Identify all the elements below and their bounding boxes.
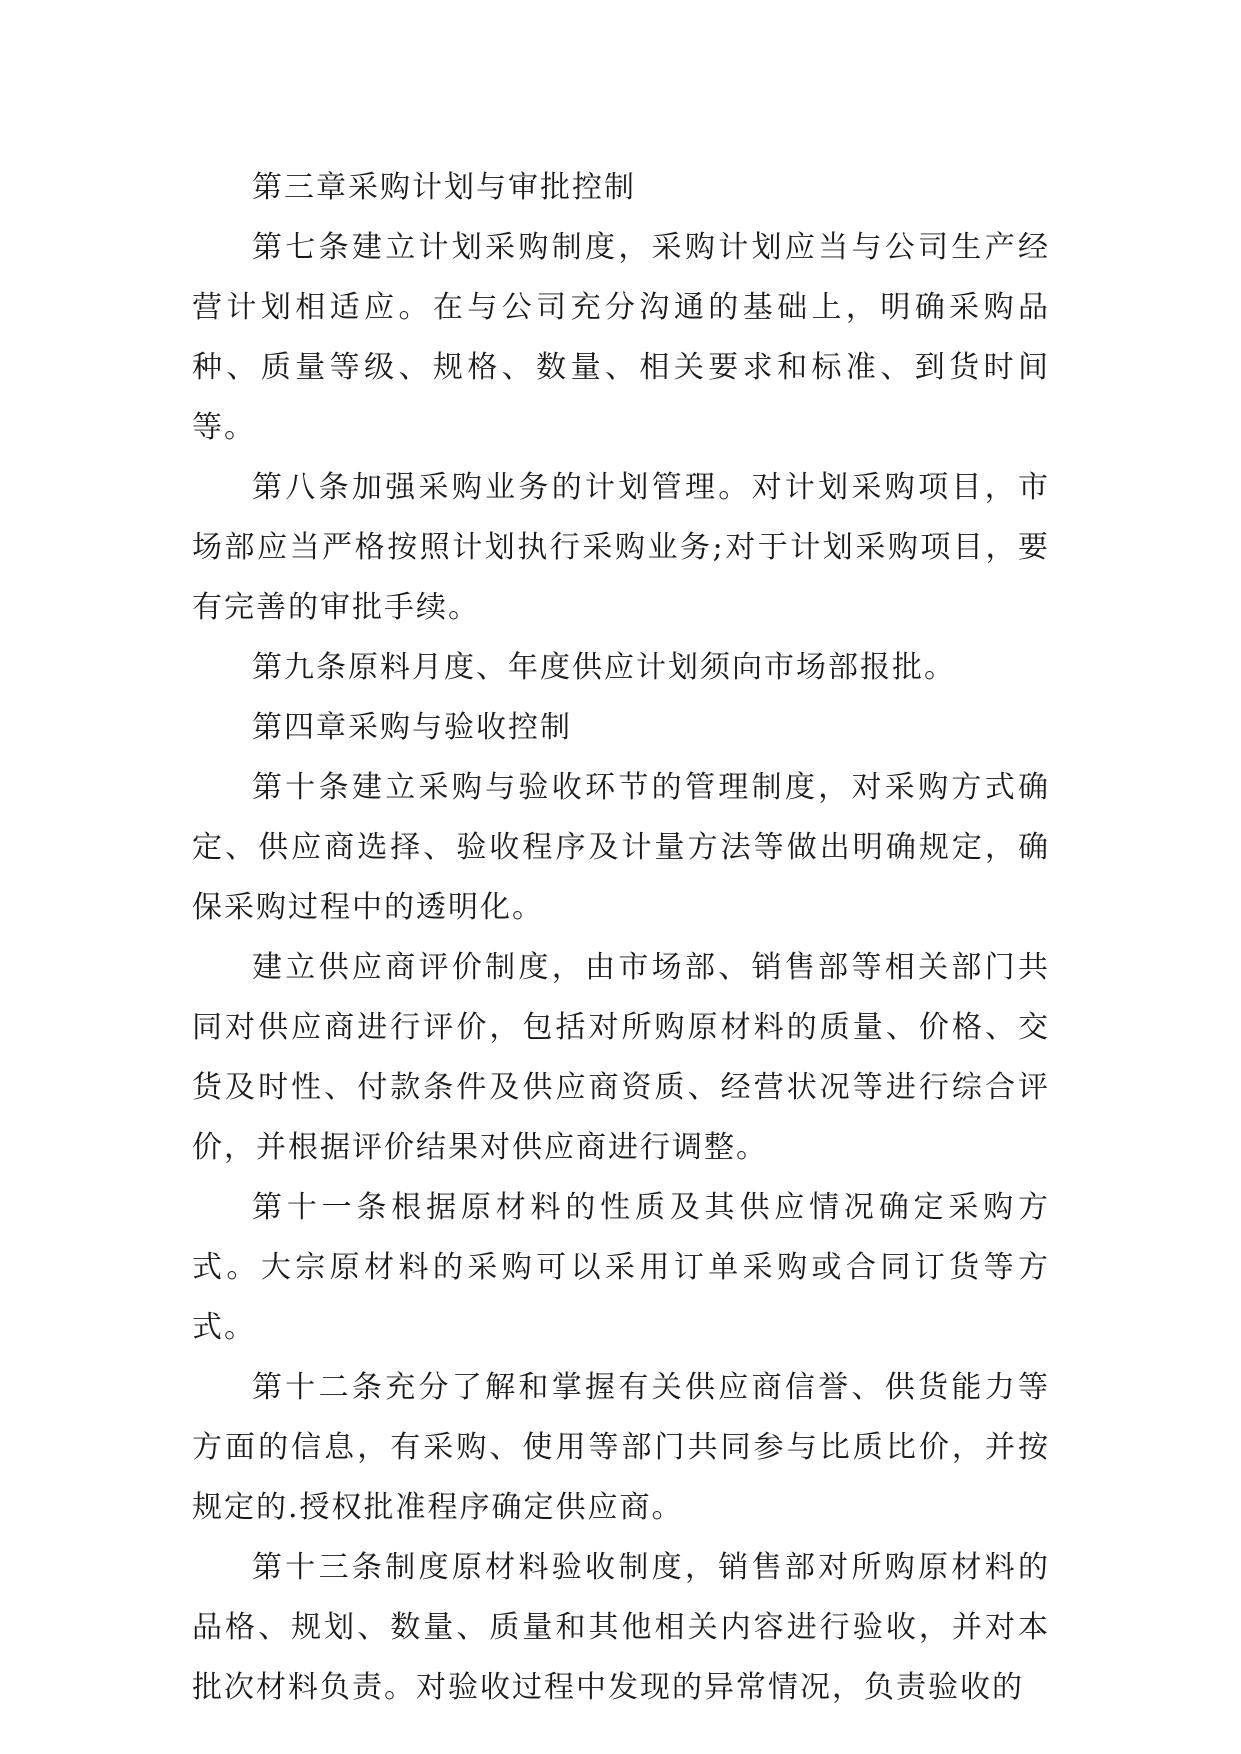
document-body — [192, 158, 1050, 1718]
article-13: 第十三条制度原材料验收制度，销售部对所购原材料的品格、规划、数量、质量和其他相关内容进行验收，并对本批次材料负责。对验收过程中发现的异常情况，负责验收的 — [192, 1550, 1050, 1705]
article-9: 第九条原料月度、年度供应计划须向市场部报批。 — [252, 650, 956, 685]
chapter-heading-3: 第三章采购计划与审批控制 — [252, 170, 636, 205]
article-10: 第十条建立采购与验收环节的管理制度，对采购方式确定、供应商选择、验收程序及计量方法等做出明确规定，确保采购过程中的透明化。 — [192, 770, 1050, 925]
article-12: 第十二条充分了解和掌握有关供应商信誉、供货能力等方面的信息，有采购、使用等部门共同参与比质比价，并按规定的.授权批准程序确定供应商。 — [192, 1370, 1050, 1525]
article-7: 第七条建立计划采购制度，采购计划应当与公司生产经营计划相适应。在与公司充分沟通的基础上，明确采购品种、质量等级、规格、数量、相关要求和标准、到货时间等。 — [192, 230, 1050, 445]
chapter-heading-4: 第四章采购与验收控制 — [252, 710, 572, 745]
article-8: 第八条加强采购业务的计划管理。对计划采购项目，市场部应当严格按照计划执行采购业务;对于计划采购项目，要有完善的审批手续。 — [192, 470, 1050, 625]
supplier-evaluation-paragraph: 建立供应商评价制度，由市场部、销售部等相关部门共同对供应商进行评价，包括对所购原材料的质量、价格、交货及时性、付款条件及供应商资质、经营状况等进行综合评价，并根据评价结果对供应商进行调整。 — [192, 950, 1050, 1165]
article-11: 第十一条根据原材料的性质及其供应情况确定采购方式。大宗原材料的采购可以采用订单采购或合同订货等方式。 — [192, 1190, 1050, 1345]
